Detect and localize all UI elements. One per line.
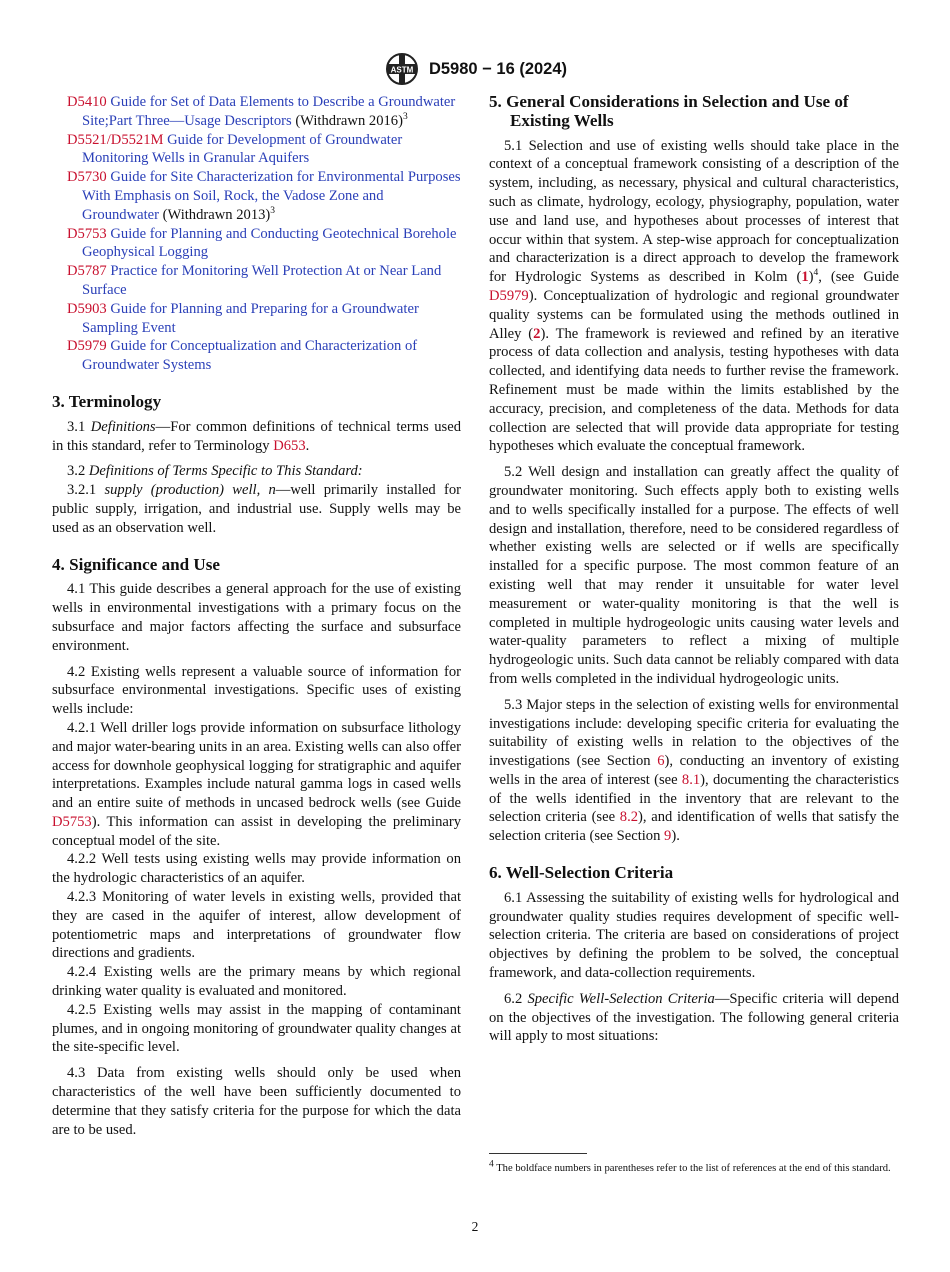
paragraph-text: ). This information can assist in developing the preliminary conceptual model of the site. xyxy=(52,813,461,849)
paragraph: 5.2 Well design and installation can greatly affect the quality of groundwater monitoring. Such effects apply both to existing wells and to wells specifically installed for a purpose. The effects of well design and installation, therefore, need to be considered regardless of whether existing wells are selected or if wells are specifically installed for a specific purpose. The most common feature of an existing well that may render it unsuitable for water level measurement or water-quality monitoring is that the well is completed in multiple hydrogeologic units causing water levels and water-quality parameters to reflect a mixing of multiple hydrogeologic units. Such data cannot be reliably compared with data from wells completed in the individual hydrogeologic units. xyxy=(489,464,899,687)
standard-designation: D5980 − 16 (2024) xyxy=(428,59,568,78)
paragraph xyxy=(52,481,461,537)
reference-code-link[interactable]: D5903 xyxy=(67,300,107,317)
section-heading: 3. Terminology xyxy=(52,391,162,411)
reference-note: (Withdrawn 2013) xyxy=(159,206,271,223)
citation-link[interactable]: 2 xyxy=(533,325,541,342)
reference-code-link[interactable]: D5787 xyxy=(67,263,107,280)
right-column xyxy=(489,93,899,1046)
referenced-documents-list xyxy=(52,93,461,375)
section-link[interactable]: 8.1 xyxy=(681,771,701,788)
reference-item xyxy=(52,262,461,300)
paragraph-number: 3.1 xyxy=(67,418,91,435)
reference-item xyxy=(52,300,461,338)
reference-title-link[interactable]: Practice for Monitoring Well Protection At or Near Land Surface xyxy=(82,263,442,298)
paragraph-text: ) xyxy=(808,269,814,286)
paragraph xyxy=(489,990,899,1046)
paragraph: 4.1 This guide describes a general approach for the use of existing wells in environmental investigations with a primary focus on the subsurface and major factors affecting the surface and subsurface environment. xyxy=(52,581,461,654)
paragraph: 6.1 Assessing the suitability of existing wells for hydrological and groundwater quality studies requires development of specific well-selection criteria. The criteria are based on considerations of project objectives by defining the problem to be solved, the conceptual framework, and data-collection requirements. xyxy=(489,889,899,982)
paragraph-text: 4.2.1 Well driller logs provide information on subsurface lithology and major water-bearing units in an area. Existing wells can also offer access for downhole geophysical logging for stratigraphic and aquifer interpretations. Examples include natural gamma logs in cased wells and an entire suite of methods in uncased bedrock wells (see Guide xyxy=(52,719,461,812)
footnote-marker: 3 xyxy=(402,111,408,122)
footnote-marker: 4 xyxy=(813,268,819,279)
paragraph-text: —Specific criteria will depend on the objectives of the investigation. The following general criteria will apply to most situations: xyxy=(489,990,899,1045)
paragraph: 4.3 Data from existing wells should only be used when characteristics of the well have been sufficiently documented to determine that they satisfy criteria for the purpose for which the data are to be used. xyxy=(52,1065,461,1138)
reference-link[interactable]: D5979 xyxy=(489,287,529,304)
svg-text:ASTM: ASTM xyxy=(390,65,414,75)
paragraph-text: 5.3 Major steps in the selection of existing wells for environmental investigations include: developing specific criteria for evaluating the suitability of existing wells in relation to the objectives of the investigations (see Section xyxy=(489,696,899,770)
section-heading: 6. Well-Selection Criteria xyxy=(489,863,674,883)
paragraph-number: 3.2.1 xyxy=(67,482,105,499)
section-link[interactable]: 6 xyxy=(657,753,665,770)
paragraph-text: ), and identification of wells that satisfy the selection criteria (see Section xyxy=(489,809,900,845)
reference-title-link[interactable]: Guide for Set of Data Elements to Describe a Groundwater Site;Part Three—Usage Descriptors xyxy=(82,94,456,129)
paragraph-text: ), documenting the characteristics of the wells identified in the inventory that are relevant to the selection criteria (see xyxy=(489,771,900,826)
section-heading: 5. General Considerations in Selection and Use of Existing Wells xyxy=(489,92,849,130)
paragraph: 4.2 Existing wells represent a valuable source of information for subsurface environmental investigations. Specific uses of existing wells include: xyxy=(52,663,461,718)
paragraph: 4.2.2 Well tests using existing wells may provide information on the hydrologic characteristics of an aquifer. xyxy=(52,851,461,887)
paragraph-text: , (see Guide xyxy=(818,269,899,286)
page-header xyxy=(0,52,950,86)
paragraph xyxy=(489,137,899,457)
defined-term: Definitions xyxy=(90,418,156,435)
defined-term: supply (production) well, n xyxy=(104,482,276,499)
reference-title-link[interactable]: Guide for Site Characterization for Environmental Purposes With Emphasis on Soil, Rock, the Vadose Zone and Groundwater xyxy=(82,169,461,223)
reference-title-link[interactable]: Guide for Planning and Conducting Geotechnical Borehole Geophysical Logging xyxy=(82,225,457,261)
paragraph xyxy=(52,462,461,481)
citation-link[interactable]: 1 xyxy=(801,269,809,286)
defined-term: Specific Well-Selection Criteria xyxy=(527,990,715,1007)
reference-note: (Withdrawn 2016) xyxy=(291,112,403,129)
reference-link[interactable]: D5753 xyxy=(52,813,92,830)
paragraph-text: ), conducting an inventory of existing wells in the area of interest (see xyxy=(489,753,899,788)
footnote-text: The boldface numbers in parentheses refer to the list of references at the end of this standard. xyxy=(493,1163,891,1174)
left-column xyxy=(52,93,461,1139)
paragraph-text: . xyxy=(305,437,310,454)
footnote-marker: 3 xyxy=(270,205,276,216)
reference-title-link[interactable]: Guide for Development of Groundwater Monitoring Wells in Granular Aquifers xyxy=(82,131,403,167)
reference-title-link[interactable]: Guide for Planning and Preparing for a Groundwater Sampling Event xyxy=(82,300,419,336)
paragraph-number: 3.2 xyxy=(67,463,89,480)
defined-term: Definitions of Terms Specific to This Standard: xyxy=(88,463,363,480)
paragraph xyxy=(52,418,461,456)
paragraph-text: 5.1 Selection and use of existing wells should take place in the context of a conceptual framework consisting of a description of the system, including, as necessary, physical and cultural characteristics, such as climate, hydrology, ecology, physiography, population, water use and land use, and hypotheses about processes of interest that occur within that system. A step-wise approach for conceptualization and characterization is a direct approach to develop the framework for Hydrologic Systems as described in Kolm ( xyxy=(489,137,899,286)
reference-link[interactable]: D653 xyxy=(273,437,306,454)
page-number: 2 xyxy=(471,1219,479,1234)
reference-item xyxy=(52,168,461,224)
paragraph-text: ). xyxy=(671,828,680,845)
section-link[interactable]: 9 xyxy=(664,828,672,845)
paragraph: 4.2.4 Existing wells are the primary means by which regional drinking water quality is evaluated and monitored. xyxy=(52,964,461,1000)
reference-code-link[interactable]: D5410 xyxy=(67,94,107,110)
reference-code-link[interactable]: D5521/D5521M xyxy=(67,131,164,148)
paragraph: 4.2.5 Existing wells may assist in the mapping of contaminant plumes, and in ongoing monitoring of groundwater quality changes at the site-specific level. xyxy=(52,1001,461,1056)
footnote xyxy=(489,1161,899,1177)
paragraph-number: 6.2 xyxy=(504,990,528,1007)
paragraph xyxy=(52,719,461,851)
paragraph-text: —well primarily installed for public supply, irrigation, and industrial use. Supply wells may be used as an observation well. xyxy=(52,482,461,536)
reference-item xyxy=(52,225,461,263)
reference-title-link[interactable]: Guide for Conceptualization and Characterization of Groundwater Systems xyxy=(82,338,418,374)
section-link[interactable]: 8.2 xyxy=(619,809,639,826)
reference-code-link[interactable]: D5753 xyxy=(67,225,107,242)
astm-logo-icon xyxy=(383,52,421,86)
footnote-divider xyxy=(489,1153,587,1154)
reference-item xyxy=(52,131,461,169)
paragraph-text: —For common definitions of technical terms used in this standard, refer to Terminology xyxy=(52,418,462,454)
paragraph-text: ). The framework is reviewed and refined by an iterative process of data collection and analysis, testing hypotheses with data collected, and identifying data needs to further revise the framework. Refinement must be made within the limits established by the accuracy, precision, and completeness of the data. Methods for data collection are selected that will provide data appropriate for testing hypotheses which evaluate the conceptual framework. xyxy=(489,325,899,455)
reference-item xyxy=(52,337,461,375)
paragraph-text: ). Conceptualization of hydrologic and regional groundwater quality systems can be formulated using the methods outlined in Alley ( xyxy=(489,287,899,342)
paragraph: 4.2.3 Monitoring of water levels in existing wells, provided that they are cased in the aquifer of interest, allow development of potentiometric maps and interpretations of groundwater flow directions and gradients. xyxy=(52,889,461,962)
reference-code-link[interactable]: D5730 xyxy=(67,169,107,186)
paragraph xyxy=(489,696,899,846)
footnote-marker: 4 xyxy=(489,1159,494,1170)
reference-item xyxy=(52,93,461,131)
section-heading: 4. Significance and Use xyxy=(52,554,220,574)
reference-code-link[interactable]: D5979 xyxy=(67,338,107,355)
